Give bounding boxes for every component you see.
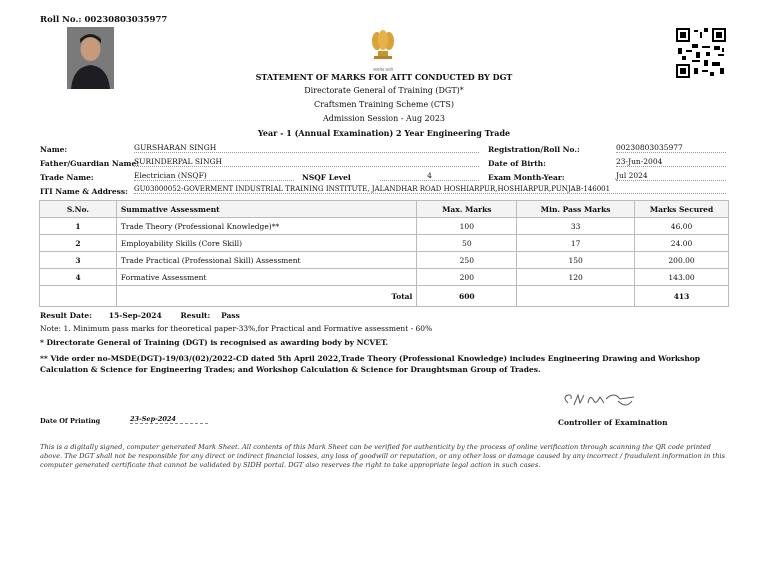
result-label: Result: xyxy=(180,311,211,320)
table-row xyxy=(40,252,729,269)
controller-signature xyxy=(560,389,640,415)
table-row xyxy=(40,269,729,286)
row-assessment: Trade Theory (Professional Knowledge)** xyxy=(116,218,417,235)
nsqf-level-label: NSQF Level xyxy=(302,173,351,182)
row-max-marks: 100 xyxy=(417,218,517,235)
trade-name-value: Electrician (NSQF) xyxy=(134,171,294,181)
header-sno: S.No. xyxy=(40,201,117,218)
row-min-pass-marks: 150 xyxy=(517,252,635,269)
heading-line-4: Year - 1 (Annual Examination) 2 Year Engineering Trade xyxy=(257,128,511,138)
registration-value: 00230803035977 xyxy=(616,143,726,153)
heading-line-2: Craftsmen Training Scheme (CTS) xyxy=(314,100,454,109)
qr-code-icon xyxy=(676,28,726,78)
result-date-label: Result Date: xyxy=(40,311,92,320)
row-marks-secured: 46.00 xyxy=(635,218,729,235)
row-sno: 3 xyxy=(40,252,117,269)
dob-label: Date of Birth: xyxy=(488,159,546,168)
row-sno: 2 xyxy=(40,235,117,252)
document-title: STATEMENT OF MARKS FOR AITT CONDUCTED BY DGT xyxy=(255,72,513,82)
note-trade-theory-order: ** Vide order no-MSDE(DGT)-19/03/(02)/2022-CD dated 5th April 2022,Trade Theory (Professional Knowledge) includes Engineering Drawing and Workshop Calculation & Science for Engineering Trades; and Workshop Calculation & Science for Draughtsman Group of Trades. xyxy=(40,354,701,374)
note-dgt-awarding-body: * Directorate General of Training (DGT) is recognised as awarding body by NCVET. xyxy=(40,338,389,347)
total-min-blank xyxy=(517,286,635,307)
controller-of-examination: Controller of Examination xyxy=(558,418,668,427)
row-max-marks: 250 xyxy=(417,252,517,269)
legal-disclaimer: This is a digitally signed, computer generated Mark Sheet. All contents of this Mark Sheet can be verified for authenticity by the process of online verification through scanning the QR code printed above. The DGT shall not be responsible for any direct or indirect financial losses, any loss of goodwill or reputation, or any other loss or damage caused by any incorrect / fraudulent information in this computer generated certificate that cannot be validated by SIDH portal. DGT also reserves the right to take appropriate legal action in such cases. xyxy=(40,443,726,470)
exam-month-year-value: Jul 2024 xyxy=(616,171,726,181)
row-min-pass-marks: 17 xyxy=(517,235,635,252)
iti-address-value: GU03000052-GOVERMENT INDUSTRIAL TRAINING INSTITUTE, JALANDHAR ROAD HOSHIARPUR,HOSHIARPUR,PUNJAB-146001 xyxy=(134,185,726,194)
result-line xyxy=(40,311,240,320)
total-max-marks: 600 xyxy=(417,286,517,307)
father-name-label: Father/Guardian Name: xyxy=(40,159,140,168)
total-label: Total xyxy=(116,286,417,307)
name-label: Name: xyxy=(40,145,68,154)
row-marks-secured: 143.00 xyxy=(635,269,729,286)
trade-name-label: Trade Name: xyxy=(40,173,94,182)
header-marks-secured: Marks Secured xyxy=(635,201,729,218)
note-pass-marks: Note: 1. Minimum pass marks for theoretical paper-33%,for Practical and Formative assessment - 60% xyxy=(40,324,433,333)
header-max-marks: Max. Marks xyxy=(417,201,517,218)
emblem-caption: सत्यमेव जयते xyxy=(373,67,393,72)
row-max-marks: 50 xyxy=(417,235,517,252)
row-marks-secured: 24.00 xyxy=(635,235,729,252)
national-emblem-icon xyxy=(368,27,398,67)
registration-label: Registration/Roll No.: xyxy=(488,145,580,154)
result-value: Pass xyxy=(221,311,240,320)
total-blank xyxy=(40,286,117,307)
row-min-pass-marks: 33 xyxy=(517,218,635,235)
row-sno: 4 xyxy=(40,269,117,286)
marks-table-header xyxy=(40,201,729,218)
row-sno: 1 xyxy=(40,218,117,235)
date-of-printing-value: 23-Sep-2024 xyxy=(130,415,208,424)
row-assessment: Employability Skills (Core Skill) xyxy=(116,235,417,252)
row-marks-secured: 200.00 xyxy=(635,252,729,269)
nsqf-level-value: 4 xyxy=(380,171,479,181)
header-assessment: Summative Assessment xyxy=(116,201,417,218)
roll-number-header: Roll No.: 00230803035977 xyxy=(40,15,168,25)
exam-month-year-label: Exam Month-Year: xyxy=(488,173,565,182)
row-min-pass-marks: 120 xyxy=(517,269,635,286)
name-value: GURSHARAN SINGH xyxy=(134,143,479,153)
dob-value: 23-Jun-2004 xyxy=(616,157,726,167)
heading-line-1: Directorate General of Training (DGT)* xyxy=(304,86,464,95)
row-assessment: Trade Practical (Professional Skill) Assessment xyxy=(116,252,417,269)
father-name-value: SURINDERPAL SINGH xyxy=(134,157,479,167)
row-max-marks: 200 xyxy=(417,269,517,286)
heading-line-3: Admission Session - Aug 2023 xyxy=(322,114,446,123)
header-min-pass-marks: Min. Pass Marks xyxy=(517,201,635,218)
result-date-value: 15-Sep-2024 xyxy=(108,311,162,320)
table-row xyxy=(40,235,729,252)
total-row xyxy=(40,286,729,307)
date-of-printing-label: Date Of Printing xyxy=(40,417,101,425)
total-marks-secured: 413 xyxy=(635,286,729,307)
table-row xyxy=(40,218,729,235)
marks-table xyxy=(39,200,729,307)
row-assessment: Formative Assessment xyxy=(116,269,417,286)
iti-address-label: ITI Name & Address: xyxy=(40,187,128,196)
